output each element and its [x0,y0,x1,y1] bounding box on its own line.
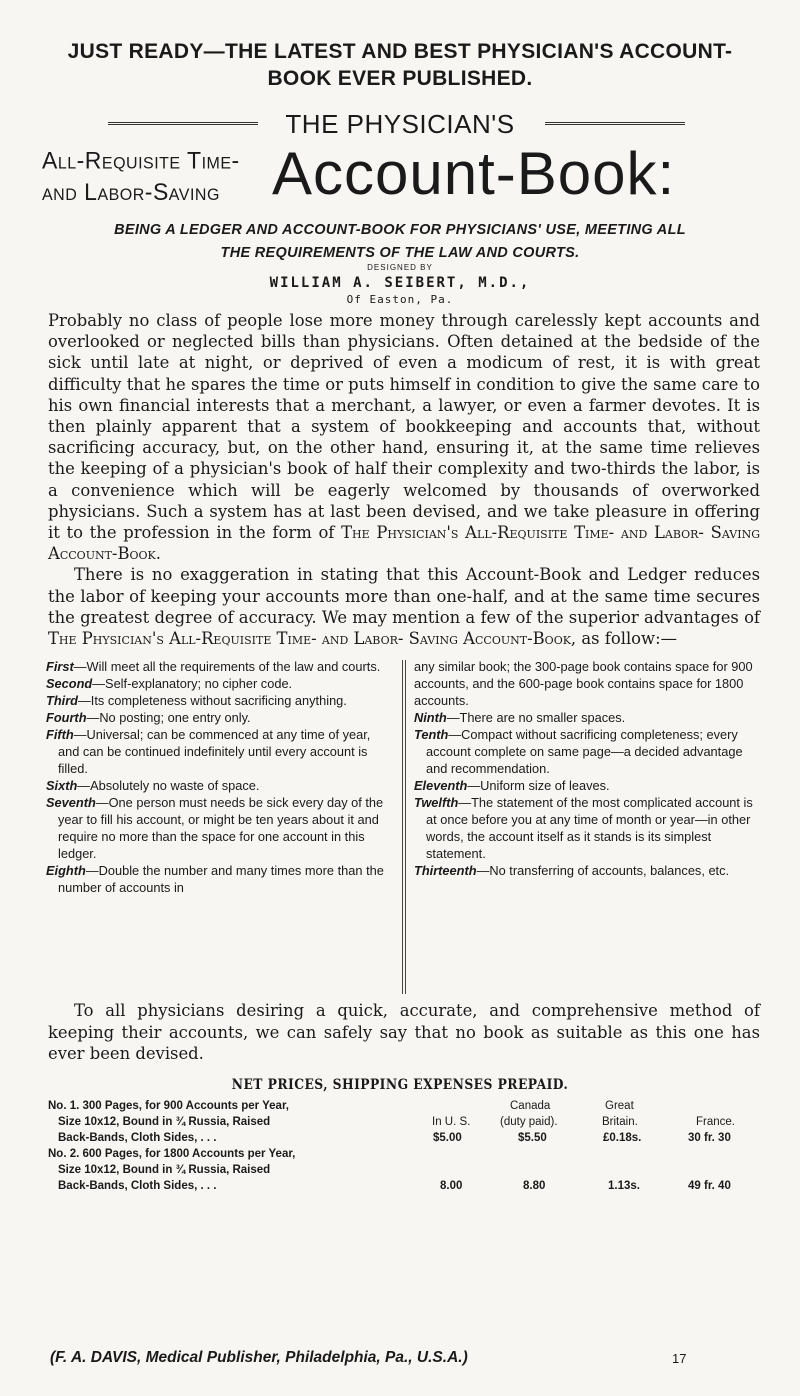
price-row-2b: Size 10x12, Bound in ¾ Russia, Raised [58,1164,271,1176]
price-row-1c: Back-Bands, Cloth Sides, . . . $5.00 $5.50 £0.18s. 30 fr. 30 [58,1132,731,1144]
subheading-line-2: THE REQUIREMENTS OF THE LAW AND COURTS. [220,245,580,261]
headline-line-1: JUST READY—THE LATEST AND BEST PHYSICIAN'S ACCOUNT- [67,40,733,63]
intro-p2-text: There is no exaggeration in stating that this Account-Book and Ledger reduces the labor of keeping your accounts more than one-half, and at the same time secures the greatest degree of accuracy. We may mention a few of the superior advantages of [48,565,760,627]
closing-paragraph: To all physicians desiring a quick, accurate, and comprehensive method of keeping their accounts, we can safely say that no book as suitable as this one has ever been devised. [48,1001,760,1063]
intro-p2-end: as follow:— [581,629,677,649]
advantage-item: Sixth—Absolutely no waste of space. [46,778,260,793]
title-main: THE PHYSICIAN'S [279,109,520,139]
advantage-item: Ninth—There are no smaller spaces. [414,710,626,725]
advantage-item: Fifth—Universal; can be commenced at any time of year, and can be continued indefinitely until every account is filled. [46,727,371,776]
subheading-line-1: BEING A LEDGER AND ACCOUNT-BOOK FOR PHYSICIANS' USE, MEETING ALL [114,222,686,238]
intro-p1-book-title: The Physician's All-Requisite Time- and Labor- Saving Account-Book. [48,523,760,564]
advantage-item-continued: any similar book; the 300-page book contains space for 900 accounts, and the 600-page book contains space for 1800 accounts. [414,659,753,708]
headline [0,38,800,92]
title-account-book: Account-Book: [272,140,676,207]
advantage-item: Third—Its completeness without sacrificing anything. [46,693,347,708]
title-left-line-1: All-Requisite Time- [42,146,240,174]
title-left-block [42,145,262,208]
price-row-1b: Size 10x12, Bound in ¾ Russia, Raised In U. S. (duty paid). Britain. France. [58,1116,735,1128]
advantage-item: Thirteenth—No transferring of accounts, balances, etc. [414,863,730,878]
author-location: Of Easton, Pa. [346,293,454,306]
advantage-item: Eighth—Double the number and many times more than the number of accounts in [46,863,384,895]
advantage-item: Twelfth—The statement of the most complicated account is at once before you at any time of month or year—in other words, the account itself as it stands is its simplest statement. [414,795,753,861]
price-row-2c: Back-Bands, Cloth Sides, . . . 8.00 8.80 1.13s. 49 fr. 40 [58,1180,731,1192]
intro-paragraph-1 [48,310,760,564]
price-row-1a: No. 1. 300 Pages, for 900 Accounts per Year, Canada Great [48,1100,634,1112]
publisher-footer: (F. A. DAVIS, Medical Publisher, Philadelphia, Pa., U.S.A.) [50,1349,468,1366]
author-name: WILLIAM A. SEIBERT, M.D., [269,275,531,291]
advantages-left-column [46,658,386,896]
closing-text [48,1000,760,1065]
title-banner [0,109,800,139]
price-row-2a: No. 2. 600 Pages, for 1800 Accounts per Year, [48,1148,296,1160]
headline-line-2: BOOK EVER PUBLISHED. [267,67,533,90]
designed-by: DESIGNED BY [367,263,433,272]
intro-p2-book-title: The Physician's All-Requisite Time- and Labor- Saving Account-Book, [48,629,577,649]
intro-paragraph-2 [48,564,760,649]
advantage-item: First—Will meet all the requirements of the law and courts. [46,659,381,674]
advantage-item: Fourth—No posting; one entry only. [46,710,251,725]
prices-title: NET PRICES, SHIPPING EXPENSES PREPAID. [231,1077,569,1093]
advantage-item: Tenth—Compact without sacrificing completeness; every account complete on same page—a decided advantage and recommendation. [414,727,743,776]
column-divider [402,660,406,994]
advantage-item: Seventh—One person must needs be sick every day of the year to fill his account, or might be ten years about it and require no more than the space for one account in this ledger. [46,795,384,861]
advantage-item: Second—Self-explanatory; no cipher code. [46,676,293,691]
advantage-item: Eleventh—Uniform size of leaves. [414,778,610,793]
intro-text [48,310,760,649]
page-number: 17 [672,1351,687,1366]
subheading [40,219,760,265]
price-table [48,1098,760,1194]
advantages-right-column [414,658,754,879]
intro-p1-text: Probably no class of people lose more money through carelessly kept accounts and overlooked or neglected bills than physicians. Often detained at the bedside of the sick until late at night, or deprived of even a modicum of rest, it is with great difficulty that he spares the time or puts himself in condition to give the same care to his own financial interests that a merchant, a lawyer, or even a farmer devotes. It is then plainly apparent that a system of bookkeeping and accounts that, without sacrificing accuracy, but, on the other hand, ensuring it, at the same time relieves the keeping of a physician's book of half their complexity and two-thirds the labor, is a convenience which will be eagerly welcomed by thousands of overworked physicians. Such a system has at last been devised, and we take pleasure in offering it to the profession in the form of [48,311,760,543]
title-left-line-2: and Labor-Saving [42,178,220,206]
advantages-list [46,658,760,998]
